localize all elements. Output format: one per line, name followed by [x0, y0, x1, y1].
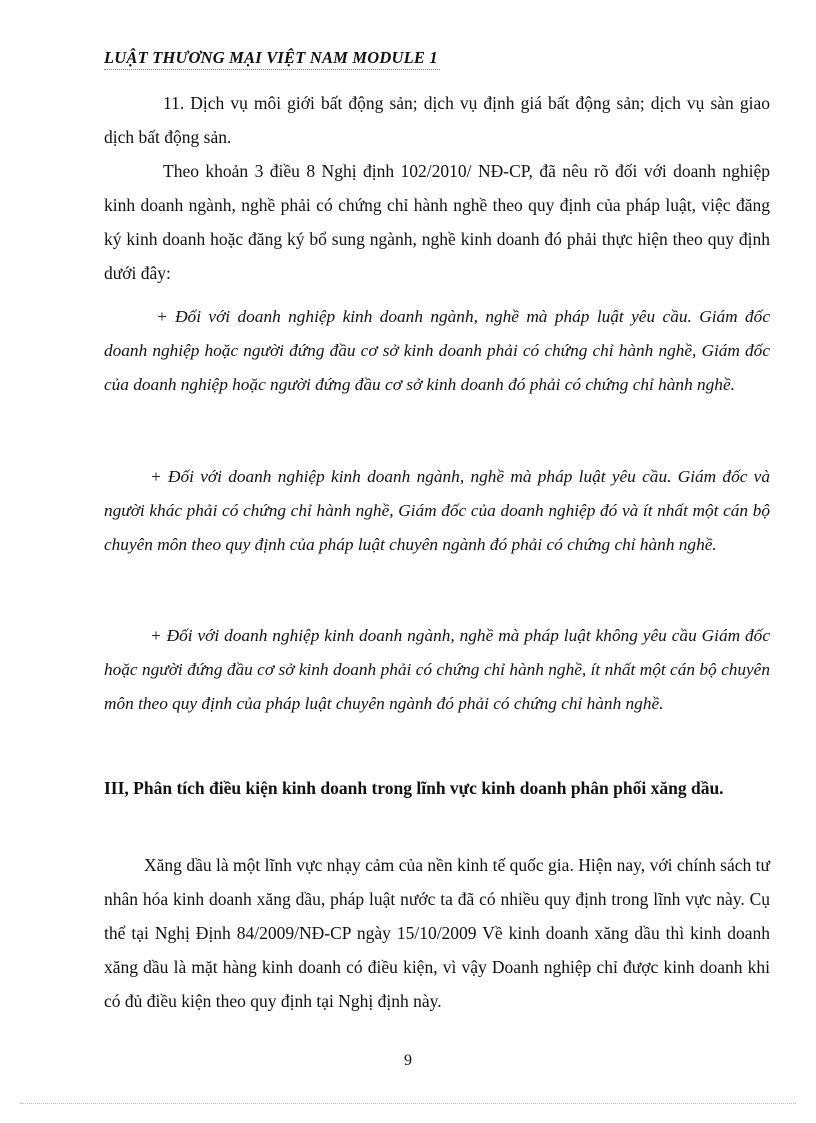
paragraph-item-11: 11. Dịch vụ môi giới bất động sản; dịch vụ định giá bất động sản; dịch vụ sàn giao dịch bất động sản. [104, 93, 770, 147]
header-underline [104, 69, 440, 70]
page-number: 9 [404, 1052, 412, 1069]
paragraph-bullet-3: + Đối với doanh nghiệp kinh doanh ngành, nghề mà pháp luật không yêu cầu Giám đốc hoặc người đứng đầu cơ sở kinh doanh phải có chứng chỉ hành nghề, ít nhất một cán bộ chuyên môn theo quy định của pháp luật chuyên ngành đó phải có chứng chỉ hành nghề. [104, 626, 770, 713]
paragraph-bullet-1: + Đối với doanh nghiệp kinh doanh ngành, nghề mà pháp luật yêu cầu. Giám đốc doanh nghiệp hoặc người đứng đầu cơ sở kinh doanh phải có chứng chỉ hành nghề, Giám đốc của doanh nghiệp hoặc người đứng đầu cơ sở kinh doanh đó phải có chứng chỉ hành nghề. [104, 307, 770, 394]
page-bottom-border [20, 1103, 796, 1104]
section-heading: III, Phân tích điều kiện kinh doanh trong lĩnh vực kinh doanh phân phối xăng dầu. [104, 778, 724, 798]
paragraph-bullet-2: + Đối với doanh nghiệp kinh doanh ngành, nghề mà pháp luật yêu cầu. Giám đốc và người khác phải có chứng chỉ hành nghề, Giám đốc của doanh nghiệp đó và ít nhất một cán bộ chuyên môn theo quy định của pháp luật chuyên ngành đó phải có chứng chỉ hành nghề. [104, 467, 770, 554]
paragraph-closing: Xăng dầu là một lĩnh vực nhạy cảm của nền kinh tế quốc gia. Hiện nay, với chính sách tư nhân hóa kinh doanh xăng dầu, pháp luật nước ta đã có nhiều quy định trong lĩnh vực này. Cụ thể tại Nghị Định 84/2009/NĐ-CP ngày 15/10/2009 Về kinh doanh xăng dầu thì kinh doanh xăng dầu là mặt hàng kinh doanh có điều kiện, vì vậy Doanh nghiệp chỉ được kinh doanh khi có đủ điều kiện theo quy định tại Nghị định này. [104, 855, 770, 1011]
running-header: LUẬT THƯƠNG MẠI VIỆT NAM MODULE 1 [104, 48, 438, 67]
paragraph-intro: Theo khoản 3 điều 8 Nghị định 102/2010/ NĐ-CP, đã nêu rõ đối với doanh nghiệp kinh doanh ngành, nghề phải có chứng chỉ hành nghề theo quy định của pháp luật, việc đăng ký kinh doanh hoặc đăng ký bổ sung ngành, nghề kinh doanh đó phải thực hiện theo quy định dưới đây: [104, 161, 770, 283]
